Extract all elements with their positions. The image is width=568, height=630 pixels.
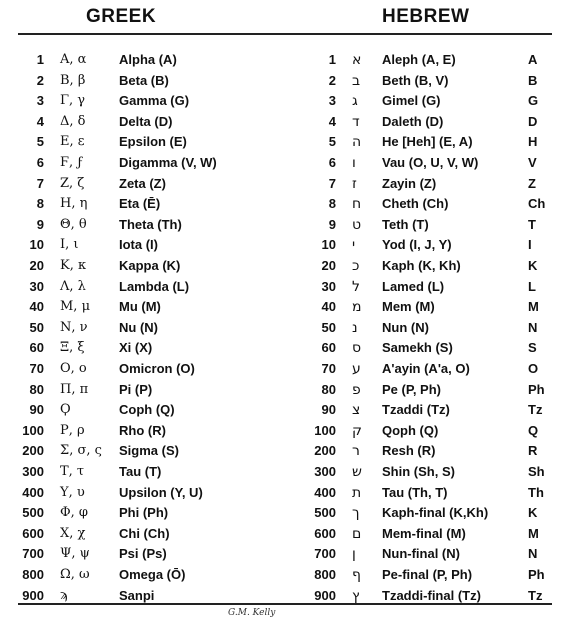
hebrew-letter: ף [352, 567, 361, 583]
greek-name: Pi (P) [119, 382, 153, 397]
greek-name: Epsilon (E) [119, 134, 187, 149]
greek-number: 2 [36, 73, 44, 88]
hebrew-name: Pe (P, Ph) [382, 382, 442, 397]
hebrew-letter: ד [352, 114, 360, 130]
greek-number: 300 [22, 464, 44, 479]
hebrew-number: 1 [328, 52, 336, 67]
hebrew-name: Zayin (Z) [382, 176, 437, 191]
table-row [0, 338, 568, 358]
greek-number: 4 [36, 114, 44, 129]
hebrew-letter: פ [352, 382, 361, 398]
greek-number: 8 [36, 196, 44, 211]
hebrew-transliteration: Tz [528, 402, 543, 417]
greek-name: Xi (X) [119, 340, 153, 355]
hebrew-name: Tzaddi (Tz) [382, 402, 450, 417]
table-row [0, 132, 568, 152]
hebrew-name: Nun-final (N) [382, 546, 460, 561]
hebrew-name: Yod (I, J, Y) [382, 237, 452, 252]
greek-number: 200 [22, 443, 44, 458]
greek-letter: Ρ, ρ [60, 423, 85, 438]
greek-number: 800 [22, 567, 44, 582]
greek-name: Chi (Ch) [119, 526, 170, 541]
hebrew-transliteration: K [528, 505, 538, 520]
hebrew-transliteration: L [528, 279, 536, 294]
hebrew-letter: צ [352, 402, 361, 418]
greek-number: 70 [29, 361, 44, 376]
greek-letter: Α, α [60, 52, 87, 67]
hebrew-letter: ט [352, 217, 362, 233]
greek-number: 6 [36, 155, 44, 170]
hebrew-transliteration: D [528, 114, 538, 129]
hebrew-name: Tzaddi-final (Tz) [382, 588, 481, 603]
greek-number: 40 [29, 299, 44, 314]
greek-number: 80 [29, 382, 44, 397]
hebrew-number: 40 [321, 299, 336, 314]
greek-letter: Ψ, ψ [60, 546, 90, 561]
hebrew-number: 20 [321, 258, 336, 273]
greek-number: 20 [29, 258, 44, 273]
hebrew-number: 800 [314, 567, 336, 582]
hebrew-transliteration: V [528, 155, 537, 170]
table-row [0, 50, 568, 70]
hebrew-number: 50 [321, 320, 336, 335]
hebrew-number: 200 [314, 443, 336, 458]
hebrew-number: 10 [321, 237, 336, 252]
hebrew-number: 9 [328, 217, 336, 232]
hebrew-name: Vau (O, U, V, W) [382, 155, 479, 170]
hebrew-letter: ל [352, 279, 360, 295]
top-rule [18, 33, 552, 35]
greek-letter: Ξ, ξ [60, 340, 85, 355]
hebrew-name: Daleth (D) [382, 114, 444, 129]
hebrew-name: Resh (R) [382, 443, 436, 458]
hebrew-name: Beth (B, V) [382, 73, 449, 88]
header-hebrew: HEBREW [382, 6, 470, 27]
table-row [0, 112, 568, 132]
greek-letter: Ν, ν [60, 320, 88, 335]
hebrew-number: 4 [328, 114, 336, 129]
greek-name: Eta (Ē) [119, 196, 161, 211]
hebrew-number: 80 [321, 382, 336, 397]
hebrew-letter: ש [352, 464, 362, 480]
greek-name: Gamma (G) [119, 93, 190, 108]
table-row [0, 71, 568, 91]
hebrew-letter: ו [352, 155, 356, 171]
greek-name: Tau (T) [119, 464, 162, 479]
hebrew-number: 90 [321, 402, 336, 417]
table-row [0, 194, 568, 214]
greek-number: 700 [22, 546, 44, 561]
hebrew-letter: ם [352, 526, 362, 542]
greek-letter: Ϙ [60, 402, 71, 417]
greek-number: 30 [29, 279, 44, 294]
table-row [0, 544, 568, 564]
hebrew-transliteration: Tz [528, 588, 543, 603]
hebrew-name: A'ayin (A'a, O) [382, 361, 470, 376]
hebrew-letter: ז [352, 176, 357, 192]
table-row [0, 462, 568, 482]
greek-name: Theta (Th) [119, 217, 182, 232]
greek-name: Nu (N) [119, 320, 158, 335]
hebrew-name: Kaph (K, Kh) [382, 258, 461, 273]
greek-letter: Η, η [60, 196, 88, 211]
greek-number: 500 [22, 505, 44, 520]
hebrew-transliteration: H [528, 134, 538, 149]
hebrew-letter: א [352, 52, 362, 68]
hebrew-transliteration: T [528, 217, 536, 232]
hebrew-transliteration: Ch [528, 196, 546, 211]
hebrew-transliteration: M [528, 299, 539, 314]
hebrew-transliteration: K [528, 258, 538, 273]
greek-name: Mu (M) [119, 299, 161, 314]
greek-name: Iota (I) [119, 237, 158, 252]
hebrew-name: Pe-final (P, Ph) [382, 567, 473, 582]
greek-name: Sigma (S) [119, 443, 179, 458]
greek-letter: Β, β [60, 73, 86, 88]
hebrew-name: Mem (M) [382, 299, 435, 314]
hebrew-letter: ע [352, 361, 361, 377]
table-row [0, 503, 568, 523]
hebrew-name: Lamed (L) [382, 279, 445, 294]
hebrew-letter: ן [352, 546, 356, 562]
hebrew-letter: ס [352, 340, 362, 356]
hebrew-name: Tau (Th, T) [382, 485, 448, 500]
hebrew-number: 8 [328, 196, 336, 211]
hebrew-number: 6 [328, 155, 336, 170]
greek-name: Sanpi [119, 588, 155, 603]
header-greek: GREEK [86, 6, 157, 27]
table-row [0, 524, 568, 544]
bottom-rule [18, 603, 552, 605]
hebrew-name: Teth (T) [382, 217, 429, 232]
hebrew-number: 3 [328, 93, 336, 108]
greek-number: 90 [29, 402, 44, 417]
hebrew-number: 7 [328, 176, 336, 191]
greek-name: Lambda (L) [119, 279, 190, 294]
hebrew-transliteration: I [528, 237, 532, 252]
hebrew-number: 60 [321, 340, 336, 355]
greek-name: Kappa (K) [119, 258, 181, 273]
greek-letter: Ζ, ζ [60, 176, 85, 191]
greek-letter: Θ, θ [60, 217, 87, 232]
greek-number: 9 [36, 217, 44, 232]
table-row [0, 235, 568, 255]
hebrew-name: Qoph (Q) [382, 423, 439, 438]
hebrew-transliteration: O [528, 361, 539, 376]
greek-name: Rho (R) [119, 423, 166, 438]
table-row [0, 483, 568, 503]
hebrew-transliteration: A [528, 52, 538, 67]
greek-letter: Μ, μ [60, 299, 91, 314]
hebrew-transliteration: S [528, 340, 537, 355]
greek-name: Delta (D) [119, 114, 173, 129]
table-row [0, 359, 568, 379]
hebrew-name: Mem-final (M) [382, 526, 466, 541]
greek-number: 100 [22, 423, 44, 438]
greek-letter: Ι, ι [60, 237, 79, 252]
greek-letter: Γ, γ [60, 93, 86, 108]
greek-name: Alpha (A) [119, 52, 177, 67]
greek-letter: Ω, ω [60, 567, 90, 582]
greek-letter: Φ, φ [60, 505, 89, 520]
hebrew-transliteration: Sh [528, 464, 545, 479]
hebrew-letter: ץ [352, 588, 360, 604]
hebrew-number: 600 [314, 526, 336, 541]
hebrew-letter: כ [352, 258, 360, 274]
greek-name: Omicron (O) [119, 361, 195, 376]
hebrew-number: 300 [314, 464, 336, 479]
greek-letter: Σ, σ, ς [60, 443, 102, 458]
greek-name: Digamma (V, W) [119, 155, 217, 170]
hebrew-name: He [Heh] (E, A) [382, 134, 473, 149]
hebrew-transliteration: Ph [528, 382, 545, 397]
greek-letter: Ϝ, ϝ [60, 155, 84, 170]
greek-name: Zeta (Z) [119, 176, 166, 191]
hebrew-name: Nun (N) [382, 320, 429, 335]
table-row [0, 91, 568, 111]
greek-number: 10 [29, 237, 44, 252]
greek-letter: Π, π [60, 382, 89, 397]
greek-letter: Χ, χ [60, 526, 86, 541]
greek-letter: Τ, τ [60, 464, 85, 479]
hebrew-letter: ג [352, 93, 358, 109]
hebrew-name: Gimel (G) [382, 93, 441, 108]
greek-letter: Υ, υ [60, 485, 85, 500]
hebrew-letter: מ [352, 299, 362, 315]
table-row [0, 565, 568, 585]
greek-number: 50 [29, 320, 44, 335]
greek-name: Omega (Ō) [119, 567, 186, 582]
table-row [0, 153, 568, 173]
greek-letter: Ο, ο [60, 361, 87, 376]
table-row [0, 256, 568, 276]
greek-letter: Κ, κ [60, 258, 87, 273]
greek-letter: Λ, λ [60, 279, 86, 294]
hebrew-transliteration: Th [528, 485, 544, 500]
greek-name: Upsilon (Y, U) [119, 485, 203, 500]
hebrew-transliteration: R [528, 443, 538, 458]
greek-number: 7 [36, 176, 44, 191]
hebrew-name: Aleph (A, E) [382, 52, 456, 67]
hebrew-letter: ת [352, 485, 362, 501]
table-row [0, 400, 568, 420]
table-row [0, 297, 568, 317]
hebrew-number: 500 [314, 505, 336, 520]
greek-number: 60 [29, 340, 44, 355]
hebrew-letter: ב [352, 73, 361, 89]
hebrew-number: 100 [314, 423, 336, 438]
hebrew-number: 700 [314, 546, 336, 561]
table-row [0, 277, 568, 297]
table-row [0, 215, 568, 235]
greek-name: Psi (Ps) [119, 546, 167, 561]
hebrew-letter: ר [352, 443, 360, 459]
hebrew-transliteration: G [528, 93, 539, 108]
hebrew-name: Kaph-final (K,Kh) [382, 505, 489, 520]
greek-number: 5 [36, 134, 44, 149]
hebrew-transliteration: Z [528, 176, 536, 191]
signature: G.M. Kelly [228, 608, 276, 618]
hebrew-transliteration: Ph [528, 567, 545, 582]
hebrew-number: 70 [321, 361, 336, 376]
hebrew-transliteration: Q [528, 423, 539, 438]
greek-number: 900 [22, 588, 44, 603]
hebrew-number: 5 [328, 134, 336, 149]
table-row [0, 421, 568, 441]
greek-number: 1 [36, 52, 44, 67]
hebrew-transliteration: N [528, 546, 538, 561]
hebrew-number: 30 [321, 279, 336, 294]
table-row [0, 174, 568, 194]
hebrew-letter: נ [352, 320, 358, 336]
hebrew-name: Samekh (S) [382, 340, 453, 355]
hebrew-letter: ח [352, 196, 362, 212]
hebrew-letter: ק [352, 423, 362, 439]
hebrew-letter: ה [352, 134, 362, 150]
hebrew-number: 400 [314, 485, 336, 500]
greek-number: 3 [36, 93, 44, 108]
hebrew-letter: ך [352, 505, 360, 521]
table-row [0, 318, 568, 338]
table-row [0, 380, 568, 400]
greek-name: Coph (Q) [119, 402, 175, 417]
greek-letter: Ε, ε [60, 134, 85, 149]
greek-name: Beta (B) [119, 73, 169, 88]
hebrew-number: 2 [328, 73, 336, 88]
greek-number: 600 [22, 526, 44, 541]
hebrew-name: Cheth (Ch) [382, 196, 449, 211]
hebrew-number: 900 [314, 588, 336, 603]
greek-name: Phi (Ph) [119, 505, 169, 520]
greek-letter: ϡ [60, 588, 68, 603]
hebrew-transliteration: B [528, 73, 538, 88]
hebrew-letter: י [352, 237, 356, 253]
greek-letter: Δ, δ [60, 114, 86, 129]
hebrew-name: Shin (Sh, S) [382, 464, 455, 479]
hebrew-transliteration: M [528, 526, 539, 541]
greek-number: 400 [22, 485, 44, 500]
table-row [0, 441, 568, 461]
hebrew-transliteration: N [528, 320, 538, 335]
